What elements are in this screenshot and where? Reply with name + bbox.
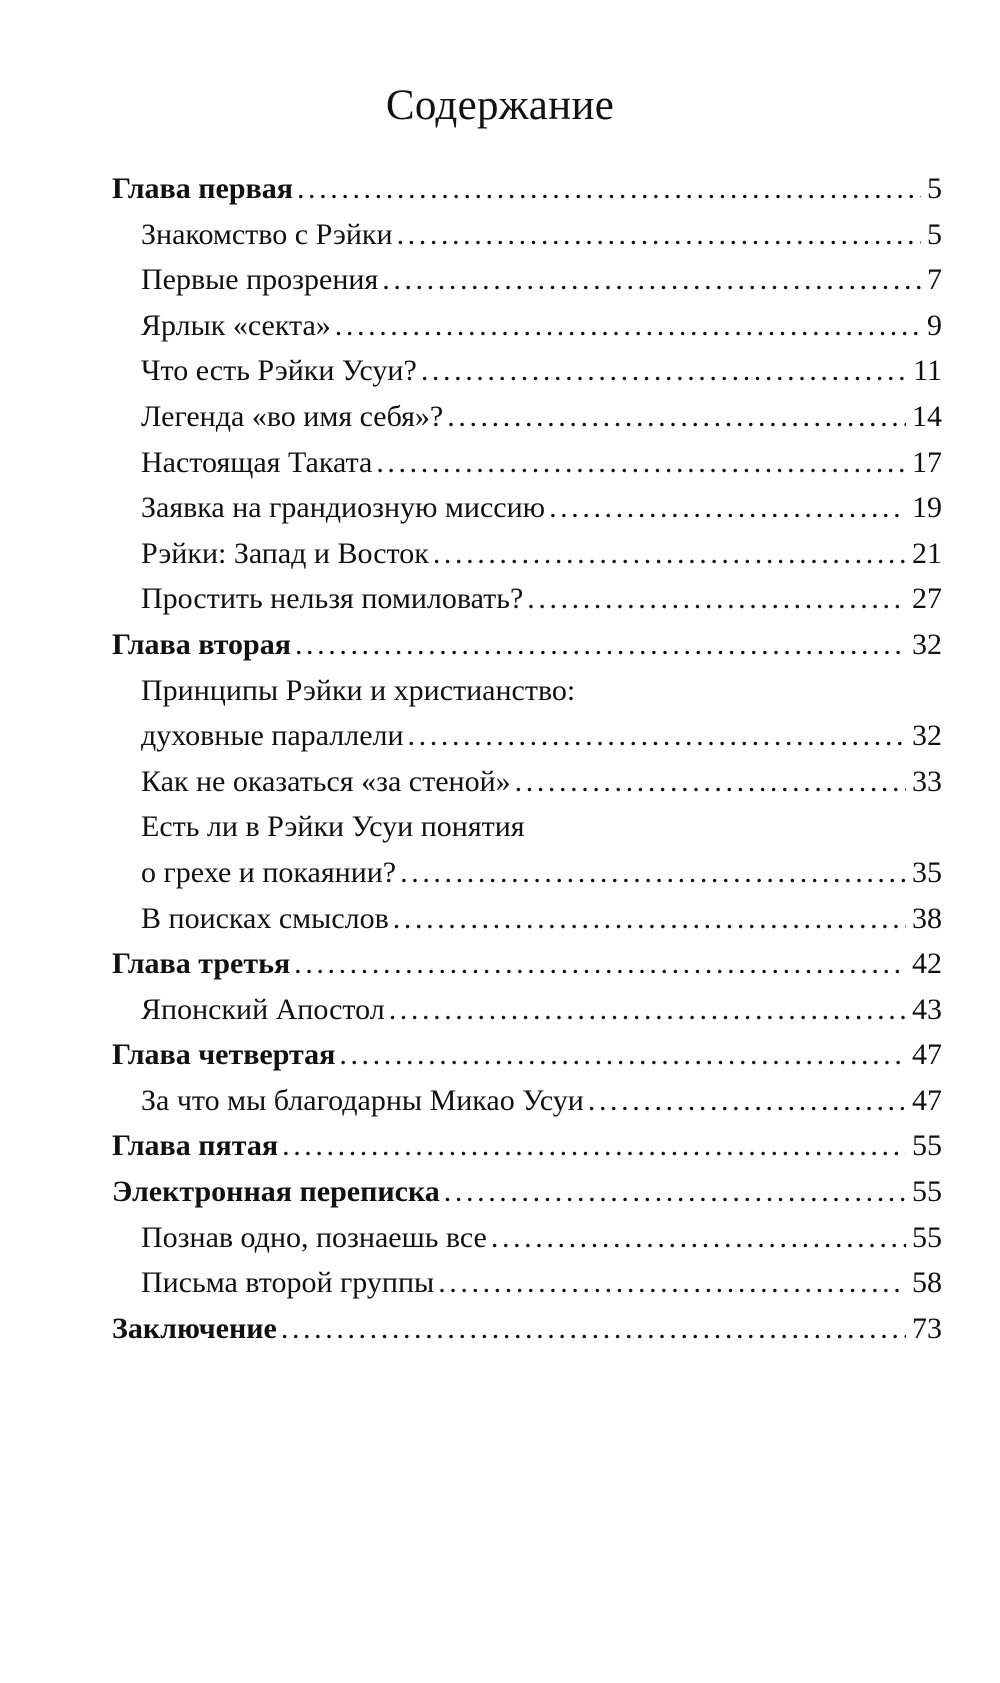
toc-page-number: 58 bbox=[912, 1266, 942, 1300]
toc-page-number: 7 bbox=[927, 263, 942, 297]
dot-leader bbox=[549, 485, 906, 531]
toc-page-number: 32 bbox=[912, 627, 942, 661]
toc-entry-title: Есть ли в Рэйки Усуи понятия bbox=[141, 810, 525, 844]
dot-leader bbox=[527, 576, 906, 622]
dot-leader bbox=[447, 394, 906, 440]
dot-leader bbox=[295, 622, 906, 668]
toc-section-row bbox=[112, 713, 942, 759]
dot-leader bbox=[444, 1169, 906, 1215]
toc-page-number: 11 bbox=[913, 354, 942, 388]
dot-leader bbox=[389, 987, 906, 1033]
toc-entry-title: Глава четвертая bbox=[112, 1038, 336, 1072]
toc-page-number: 5 bbox=[927, 217, 942, 251]
dot-leader bbox=[281, 1306, 906, 1352]
toc-entry-title: Ярлык «секта» bbox=[141, 308, 331, 342]
dot-leader bbox=[397, 212, 921, 258]
dot-leader bbox=[515, 759, 906, 805]
toc-section-row bbox=[112, 668, 942, 714]
toc-section-row bbox=[112, 440, 942, 486]
toc-entry-title: о грехе и покаянии? bbox=[141, 855, 397, 889]
toc-chapter-row bbox=[112, 1169, 942, 1215]
toc-page-number: 47 bbox=[912, 1083, 942, 1117]
toc-page-number: 42 bbox=[912, 947, 942, 981]
toc-section-row bbox=[112, 1078, 942, 1124]
toc-entry-title: Первые прозрения bbox=[141, 263, 379, 297]
toc-page-number: 33 bbox=[912, 764, 942, 798]
toc-entry-title: Простить нельзя помиловать? bbox=[141, 582, 524, 616]
toc-page-number: 35 bbox=[912, 855, 942, 889]
toc-entry-title: Как не оказаться «за стеной» bbox=[141, 764, 511, 798]
dot-leader bbox=[588, 1078, 906, 1124]
toc-section-row bbox=[112, 576, 942, 622]
toc-section-row bbox=[112, 987, 942, 1033]
toc-chapter-row bbox=[112, 1306, 942, 1352]
toc-section-row bbox=[112, 1215, 942, 1261]
dot-leader bbox=[335, 303, 921, 349]
toc-entry-title: В поисках смыслов bbox=[141, 901, 389, 935]
toc-section-row bbox=[112, 531, 942, 577]
toc-chapter-row bbox=[112, 622, 942, 668]
dot-leader bbox=[408, 713, 906, 759]
toc-page-number: 47 bbox=[912, 1038, 942, 1072]
toc-entry-title: духовные параллели bbox=[141, 719, 404, 753]
toc-entry-title: Японский Апостол bbox=[141, 992, 385, 1026]
toc-section-row bbox=[112, 850, 942, 896]
toc-entry-title: Заключение bbox=[112, 1311, 277, 1345]
toc-section-row bbox=[112, 257, 942, 303]
toc-section-row bbox=[112, 759, 942, 805]
dot-leader bbox=[339, 1032, 906, 1078]
toc-page-number: 73 bbox=[912, 1311, 942, 1345]
toc-entry-title: Заявка на грандиозную миссию bbox=[141, 491, 546, 525]
toc-chapter-row bbox=[112, 1032, 942, 1078]
toc-section-row bbox=[112, 303, 942, 349]
toc-entry-title: Настоящая Таката bbox=[141, 445, 373, 479]
dot-leader bbox=[433, 531, 906, 577]
dot-leader bbox=[376, 440, 906, 486]
dot-leader bbox=[393, 896, 906, 942]
toc-entry-title: Глава вторая bbox=[112, 627, 291, 661]
toc-entry-title: Письма второй группы bbox=[141, 1266, 435, 1300]
toc-page-number: 55 bbox=[912, 1175, 942, 1209]
toc-chapter-row bbox=[112, 941, 942, 987]
toc-section-row bbox=[112, 212, 942, 258]
toc-page-number: 43 bbox=[912, 992, 942, 1026]
toc-page-number: 55 bbox=[912, 1129, 942, 1163]
dot-leader bbox=[382, 257, 921, 303]
dot-leader bbox=[400, 850, 906, 896]
toc-entry-title: Легенда «во имя себя»? bbox=[141, 399, 444, 433]
toc-entry-title: Принципы Рэйки и христианство: bbox=[141, 673, 576, 707]
toc-section-row bbox=[112, 485, 942, 531]
toc-entry-title: За что мы благодарны Микао Усуи bbox=[141, 1083, 584, 1117]
toc-entry-title: Электронная переписка bbox=[112, 1175, 440, 1209]
toc-page-number: 38 bbox=[912, 901, 942, 935]
table-of-contents bbox=[112, 166, 942, 1351]
dot-leader bbox=[421, 348, 907, 394]
toc-chapter-row bbox=[112, 1123, 942, 1169]
toc-entry-title: Знакомство с Рэйки bbox=[141, 217, 393, 251]
toc-entry-title: Познав одно, познаешь все bbox=[141, 1220, 487, 1254]
toc-page-number: 32 bbox=[912, 719, 942, 753]
toc-page-number: 14 bbox=[912, 399, 942, 433]
toc-entry-title: Рэйки: Запад и Восток bbox=[141, 536, 429, 570]
toc-section-row bbox=[112, 896, 942, 942]
dot-leader bbox=[297, 166, 921, 212]
toc-section-row bbox=[112, 394, 942, 440]
toc-section-row bbox=[112, 804, 942, 850]
toc-page-number: 9 bbox=[927, 308, 942, 342]
toc-entry-title: Глава пятая bbox=[112, 1129, 279, 1163]
toc-entry-title: Что есть Рэйки Усуи? bbox=[141, 354, 417, 388]
dot-leader bbox=[438, 1260, 906, 1306]
toc-section-row bbox=[112, 1260, 942, 1306]
toc-page-number: 17 bbox=[912, 445, 942, 479]
toc-page-number: 19 bbox=[912, 491, 942, 525]
toc-page-number: 27 bbox=[912, 582, 942, 616]
toc-entry-title: Глава третья bbox=[112, 947, 291, 981]
toc-section-row bbox=[112, 348, 942, 394]
toc-page-number: 5 bbox=[927, 172, 942, 205]
toc-page-number: 55 bbox=[912, 1220, 942, 1254]
toc-chapter-row bbox=[112, 166, 942, 212]
toc-page-number: 21 bbox=[912, 536, 942, 570]
toc-entry-title: Глава первая bbox=[112, 172, 293, 205]
dot-leader bbox=[491, 1215, 906, 1261]
page-title: Содержание bbox=[385, 82, 615, 129]
dot-leader bbox=[282, 1123, 906, 1169]
dot-leader bbox=[294, 941, 906, 987]
